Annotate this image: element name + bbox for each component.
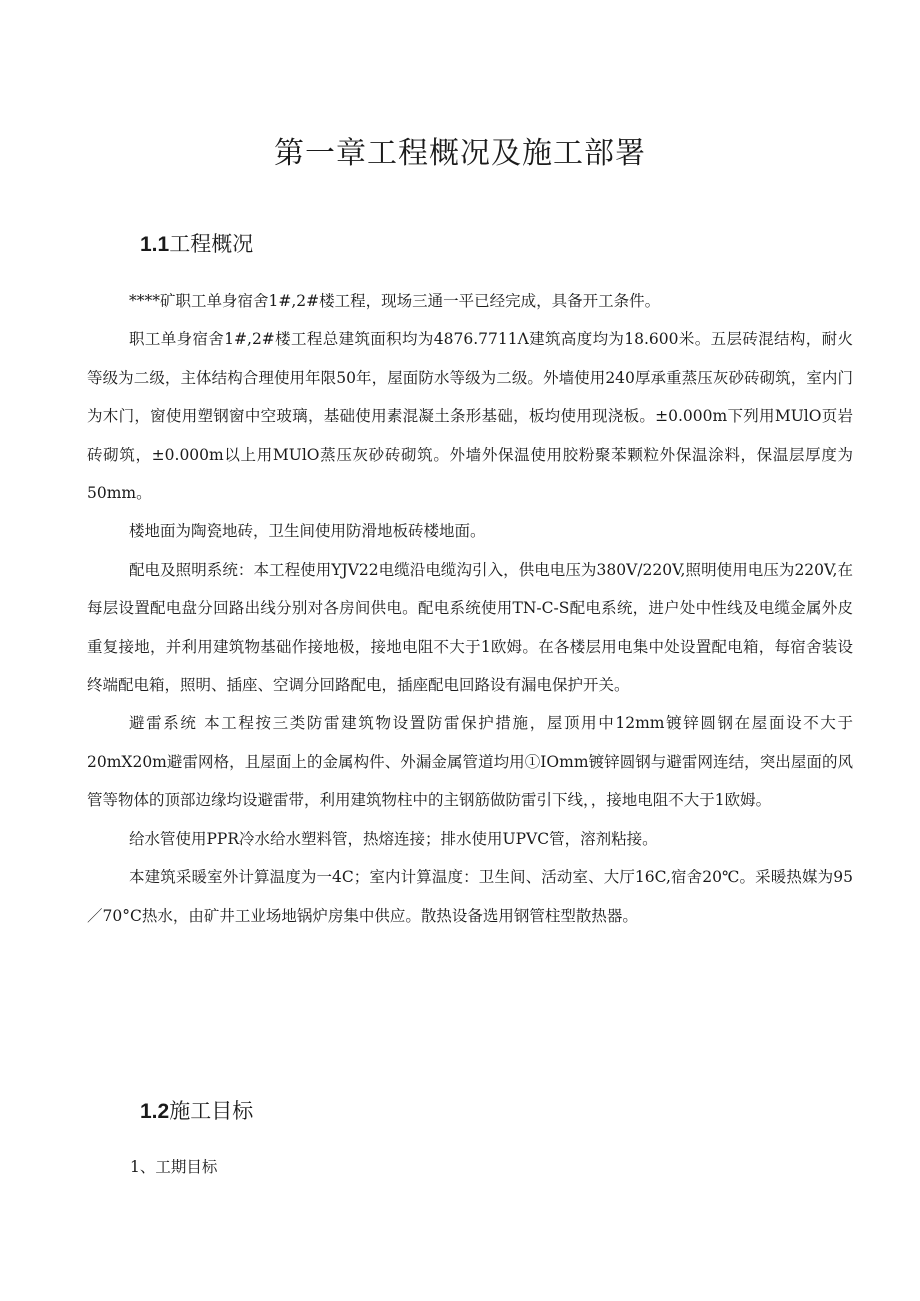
section-title-text: 工程概况 [169, 232, 254, 256]
section-number: 1.2 [140, 1100, 170, 1123]
paragraph: 避雷系统 本工程按三类防雷建筑物设置防雷保护措施，屋顶用中12mm镀锌圆钢在屋面设不大于20mX20m避雷网格，且屋面上的金属构件、外漏金属管道均用①IOmm镀锌圆钢与避雷网连结，突出屋面的风管等物体的顶部边缘均设避雷带，利用建筑物柱中的主钢筋做防雷引下线，，接地电阻不大于1欧姆。 [87, 714, 853, 810]
section-title-text: 施工目标 [169, 1099, 254, 1123]
paragraph: 本建筑采暖室外计算温度为一4C；室内计算温度：卫生间、活动室、大厅16C,宿舍20℃。采暖热媒为95／70°C热水，由矿井工业场地锅炉房集中供应。散热设备选用钢管柱型散热器。 [87, 868, 853, 925]
paragraph: 楼地面为陶瓷地砖，卫生间使用防滑地板砖楼地面。 [129, 522, 486, 541]
section-number: 1.1 [140, 233, 170, 256]
section-heading-1-2 [140, 1095, 253, 1125]
paragraph: 职工单身宿舍1#,2#楼工程总建筑面积均为4876.7711Λ建筑高度均为18.600米。五层砖混结构，耐火等级为二级，主体结构合理使用年限50年，屋面防水等级为二级。外墙使用240厚承重蒸压灰砂砖砌筑，室内门为木门，窗使用塑钢窗中空玻璃，基础使用素混凝土条形基础，板均使用现浇板。±0.000m下列用MUlO页岩砖砌筑，±0.000m以上用MUlO蒸压灰砂砖砌筑。外墙外保温使用胶粉聚苯颗粒外保温涂料，保温层厚度为50mm。 [87, 330, 853, 503]
chapter-title: 第一章工程概况及施工部署 [274, 136, 646, 171]
section-1-1-body [87, 282, 853, 935]
paragraph: 给水管使用PPR冷水给水塑料管，热熔连接；排水使用UPVC管，溶剂粘接。 [129, 829, 658, 848]
paragraph: 配电及照明系统：本工程使用YJV22电缆沿电缆沟引入，供电电压为380V/220V,照明使用电压为220V,在每层设置配电盘分回路出线分别对各房间供电。配电系统使用TN-C-S配电系统，进户处中性线及电缆金属外皮重复接地，并利用建筑物基础作接地极，接地电阻不大于1欧姆。在各楼层用电集中处设置配电箱，每宿舍装设终端配电箱，照明、插座、空调分回路配电，插座配电回路设有漏电保护开关。 [87, 560, 853, 695]
list-item-schedule-goal: 1、工期目标 [130, 1158, 218, 1176]
section-heading-1-1 [140, 228, 253, 258]
paragraph: ****矿职工单身宿舍1#,2#楼工程，现场三通一平已经完成，具备开工条件。 [129, 292, 661, 310]
